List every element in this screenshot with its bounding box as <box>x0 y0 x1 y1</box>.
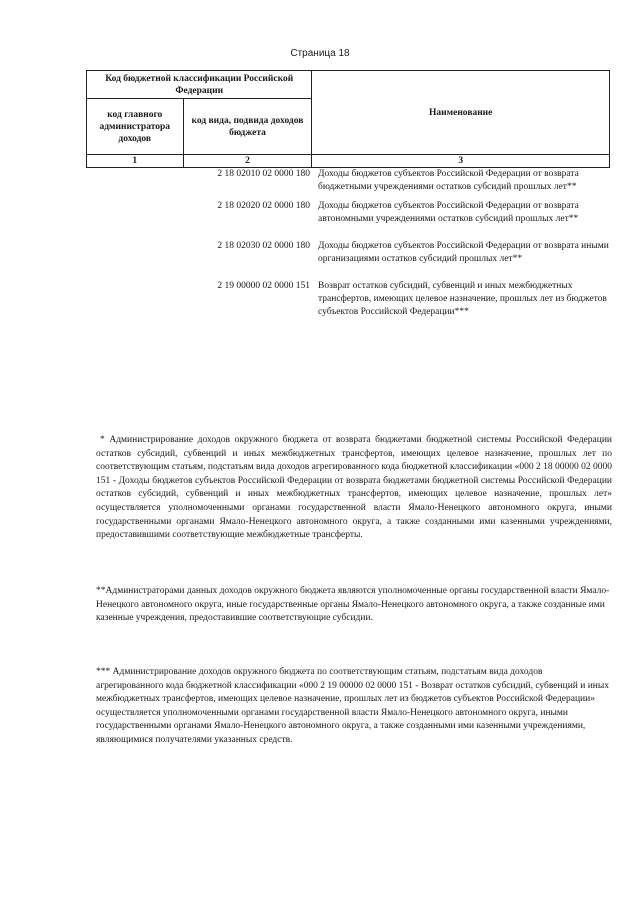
footnote-single-asterisk: * Администрирование доходов окружного бюджета от возврата бюджетами бюджетной системы Российской Федерации остатков субсидий, субвенций и иных межбюджетных трансфертов, имеющих целевое назначение, прошлых лет по соответствующим статьям, подстатьям вида доходов агрегированного кода бюджетной классификации «000 2 18 00000 02 0000 151 - Доходы бюджетов субъектов Российской Федерации от возврата бюджетами бюджетной системы Российской Федерации остатков субсидий, субвенций и иных межбюджетных трансфертов, имеющих целевое назначение, прошлых лет» осуществляется уполномоченными органами государственной власти Ямало-Ненецкого автономного округа, иными государственными органами Ямало-Ненецкого автономного округа, а также созданными ими казенными учреждениями, предоставившими соответствующие межбюджетные трансферты. <box>96 435 612 541</box>
admin-code-column-header: код главного администратора доходов <box>87 99 184 155</box>
classification-table-header <box>86 70 610 168</box>
income-code: 2 18 02030 02 0000 180 <box>217 241 310 251</box>
income-name: Возврат остатков субсидий, субвенций и иных межбюджетных трансфертов, имеющих целевое назначение, прошлых лет из бюджетов субъектов Российской Федерации*** <box>318 281 607 317</box>
budget-classification-group-header: Код бюджетной классификации Российской Федерации <box>87 71 312 99</box>
kind-code-column-header: код вида, подвида доходов бюджета <box>183 99 312 155</box>
income-code: 2 18 02020 02 0000 180 <box>217 201 310 211</box>
table-row <box>86 240 610 266</box>
name-column-header: Наименование <box>312 71 610 155</box>
income-name: Доходы бюджетов субъектов Российской Федерации от возврата автономными учреждениями остатков субсидий прошлых лет** <box>318 201 579 224</box>
income-code: 2 19 00000 02 0000 151 <box>217 281 310 291</box>
table-row <box>86 200 610 226</box>
footnote-double-asterisk: **Администраторами данных доходов окружного бюджета являются уполномоченные органы государственной власти Ямало-Ненецкого автономного округа, иные государственные органы Ямало-Ненецкого автономного округа, а также созданные ими казенные учреждения, предоставившие соответствующие субсидии. <box>96 586 610 624</box>
income-code: 2 18 02010 02 0000 180 <box>217 169 310 179</box>
page-number: Страница 18 <box>290 48 350 59</box>
column-number-2: 2 <box>183 155 312 168</box>
footnote-triple-asterisk: *** Администрирование доходов окружного бюджета по соответствующим статьям, подстатьям вида доходов агрегированного кода бюджетной классификации «000 2 19 00000 02 0000 151 - Возврат остатков субсидий, субвенций и иных межбюджетных трансфертов, имеющих целевое назначение, прошлых лет из бюджетов субъектов Российской Федерации» осуществляется уполномоченными органами государственной власти Ямало-Ненецкого автономного округа, иными государственными органами Ямало-Ненецкого автономного округа, а также созданными ими казенными учреждениями, являющимися получателями указанных средств. <box>96 667 609 745</box>
table-row <box>86 168 610 194</box>
table-row <box>86 280 610 319</box>
income-rows <box>86 168 610 319</box>
column-number-1: 1 <box>87 155 184 168</box>
income-name: Доходы бюджетов субъектов Российской Федерации от возврата иными организациями остатков субсидий прошлых лет** <box>318 241 609 264</box>
income-name: Доходы бюджетов субъектов Российской Федерации от возврата бюджетными учреждениями остатков субсидий прошлых лет** <box>318 169 579 192</box>
column-number-3: 3 <box>312 155 610 168</box>
